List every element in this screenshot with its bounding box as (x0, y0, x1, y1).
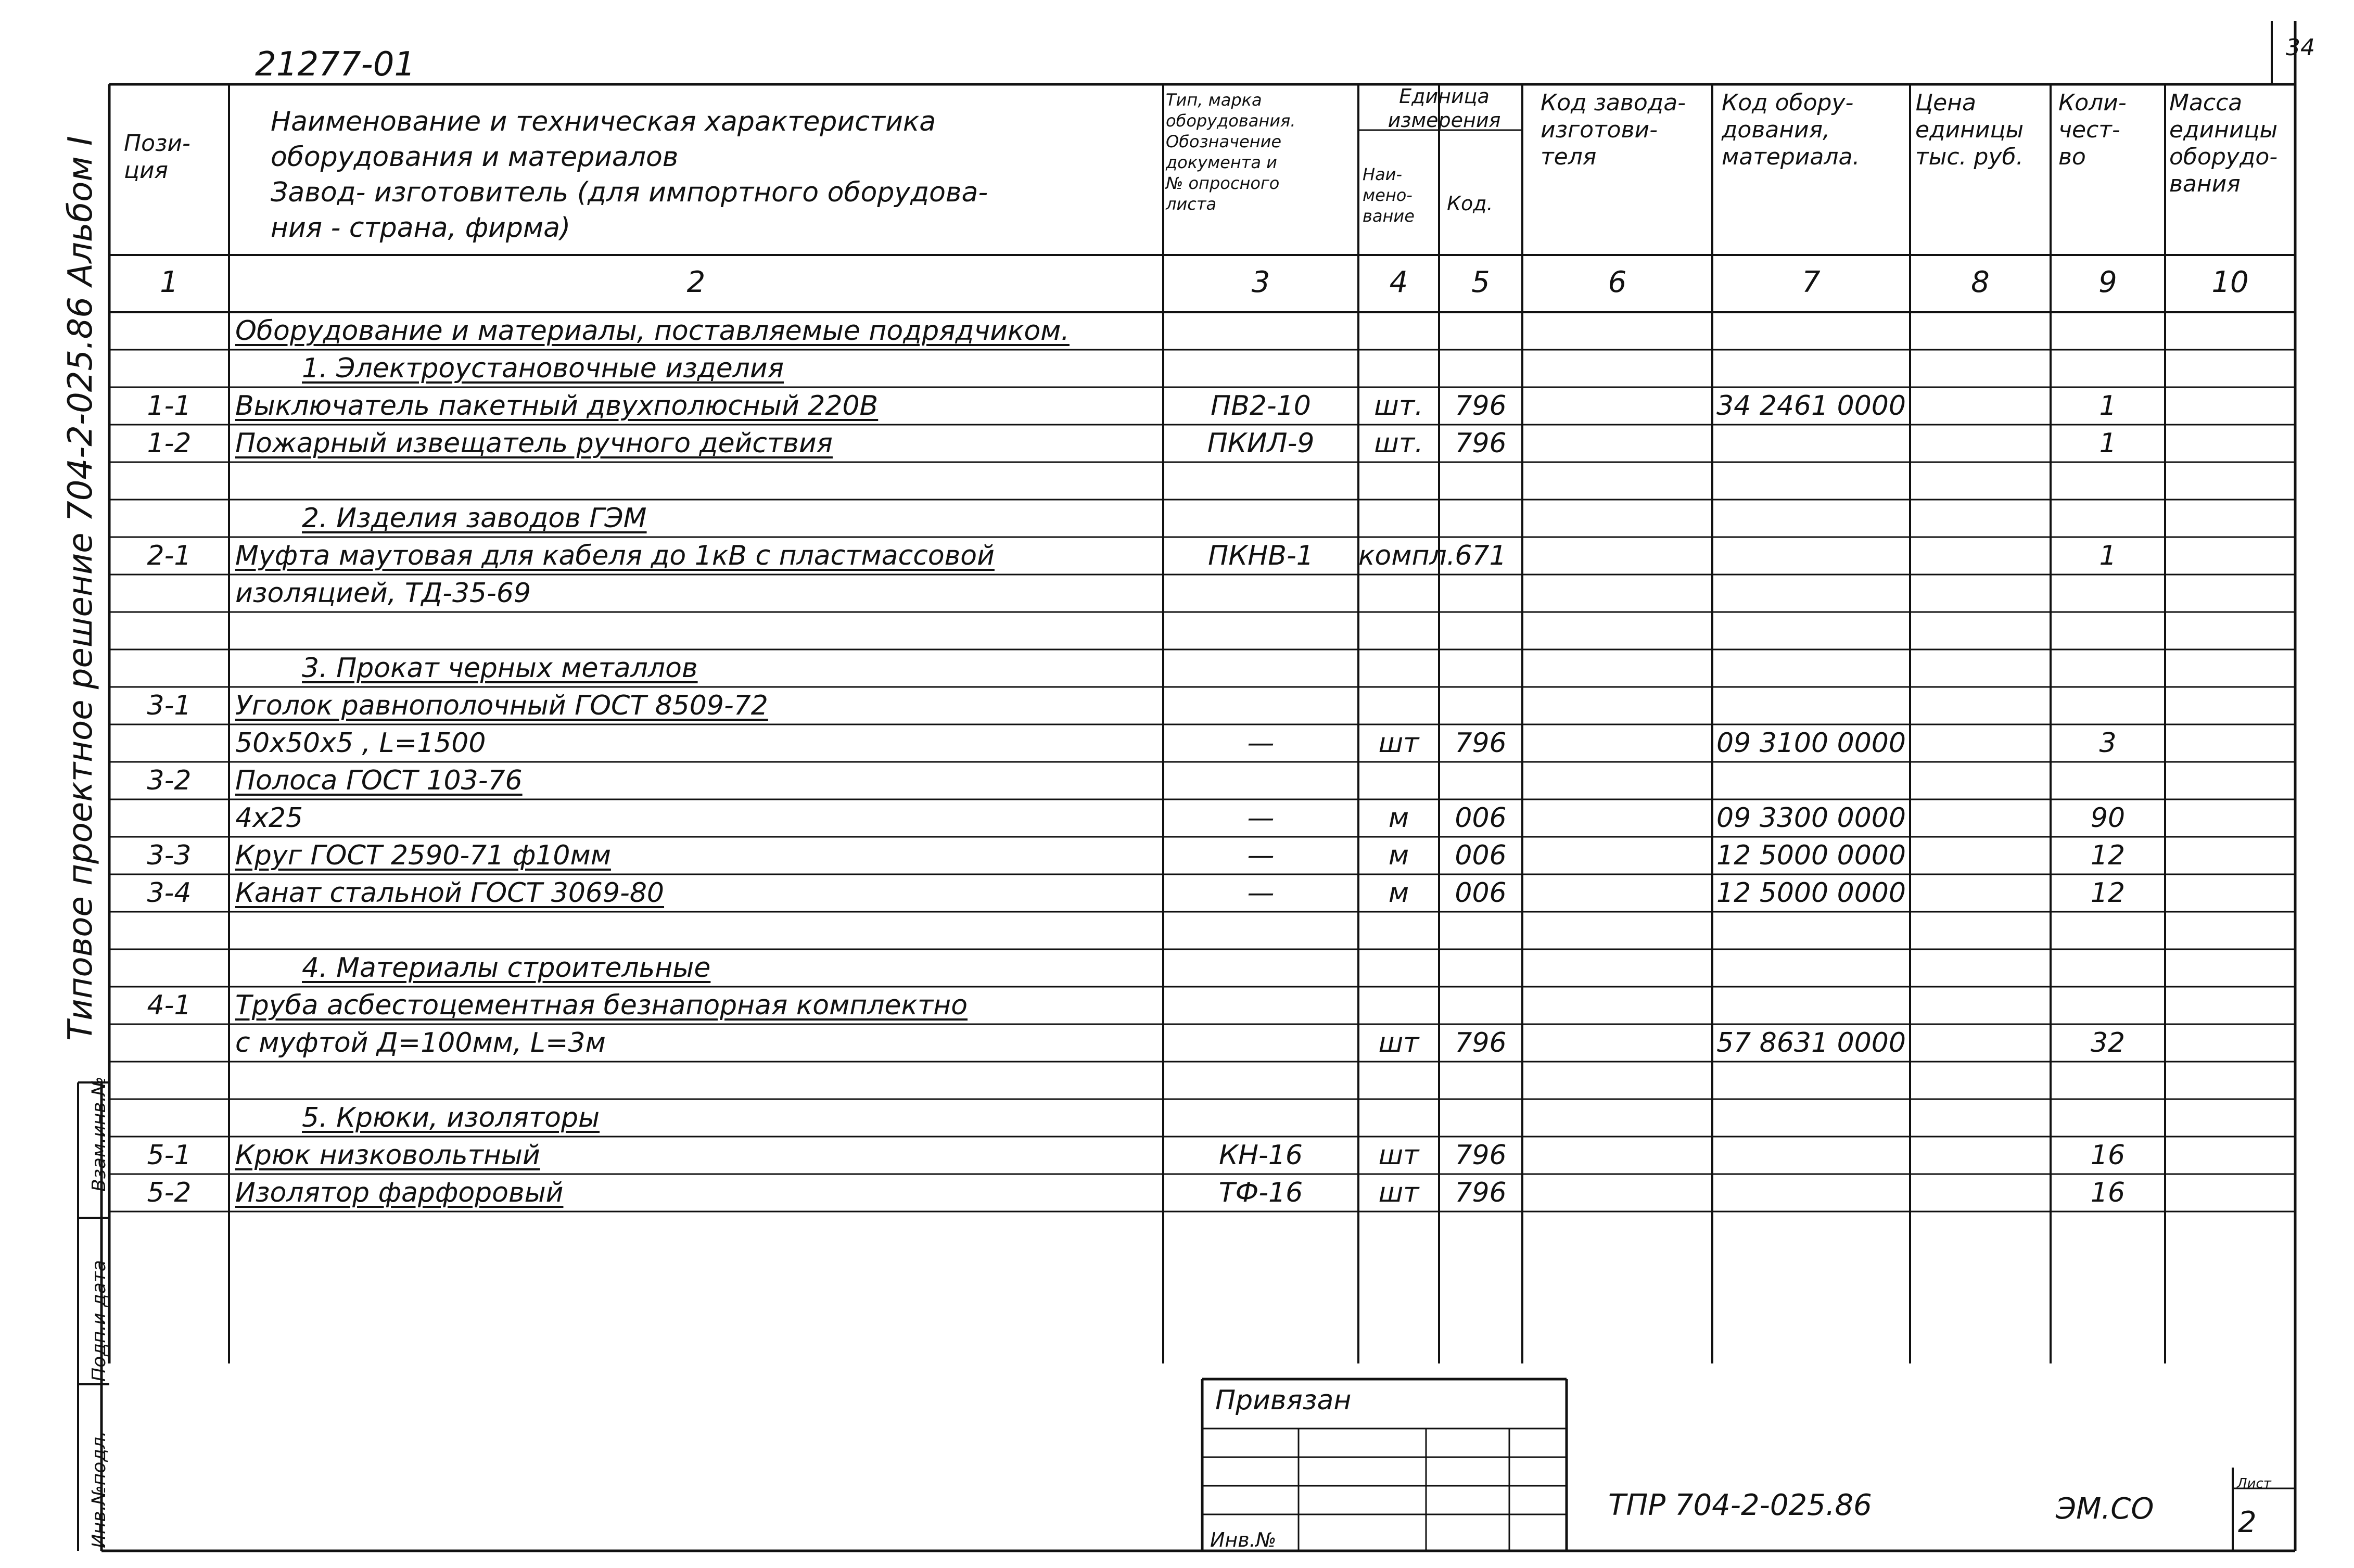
cell-pos: 4-1 (147, 990, 192, 1021)
cell-name: с муфтой Д=100мм, L=3м (235, 1027, 606, 1059)
header-equipment-code: Код обору- дования, материала. (1722, 90, 1860, 170)
cell-code: 796 (1455, 1027, 1507, 1059)
cell-pos: 1-2 (147, 428, 192, 459)
cell-unit: компл. (1358, 540, 1456, 571)
cell-name: Муфта маутовая для кабеля до 1кВ с пластмассовой (235, 540, 995, 571)
cell-pos: 3-1 (147, 690, 192, 721)
cell-name: Полоса ГОСТ 103-76 (235, 765, 523, 796)
cell-qty: 1 (2099, 428, 2117, 459)
cell-type: ТФ-16 (1218, 1177, 1303, 1208)
cell-name: Оборудование и материалы, поставляемые подрядчиком. (235, 315, 1070, 347)
header-position: Пози- ция (124, 130, 190, 184)
cell-name: Пожарный извещатель ручного действия (235, 428, 833, 459)
cell-pos: 1-1 (147, 390, 192, 422)
column-number: 10 (2211, 265, 2249, 299)
stamp-sheet-number: 2 (2238, 1506, 2257, 1539)
column-number: 9 (2098, 265, 2117, 299)
cell-eq-code: 12 5000 0000 (1716, 840, 1906, 871)
cell-type: — (1247, 728, 1275, 759)
column-number: 3 (1251, 265, 1270, 299)
column-number: 2 (686, 265, 706, 299)
cell-name: Труба асбестоцементная безнапорная комплектно (235, 990, 968, 1021)
cell-pos: 5-2 (147, 1177, 192, 1208)
header-unit-name: Наи- мено- вание (1363, 164, 1415, 226)
cell-qty: 16 (2090, 1140, 2126, 1171)
side-stamp-podp-data: Подп.и дата (88, 1260, 110, 1382)
column-number: 6 (1608, 265, 1627, 299)
cell-qty: 1 (2099, 540, 2117, 571)
cell-qty: 32 (2090, 1027, 2126, 1059)
cell-pos: 5-1 (147, 1140, 192, 1171)
cell-code: 671 (1455, 540, 1507, 571)
cell-eq-code: 09 3300 0000 (1716, 802, 1906, 834)
header-type: Тип, марка оборудования. Обозначение документа и № опросного листа (1166, 90, 1296, 214)
cell-type: ПКНВ-1 (1208, 540, 1314, 571)
cell-type: — (1247, 840, 1275, 871)
cell-name: 50х50х5 , L=1500 (235, 728, 486, 759)
cell-code: 796 (1455, 1177, 1507, 1208)
stamp-section: ЭМ.СО (2056, 1492, 2154, 1526)
side-stamp-inv-podl: Инв.№подл. (88, 1431, 110, 1548)
cell-code: 006 (1455, 877, 1507, 909)
header-quantity: Коли- чест- во (2058, 90, 2127, 170)
cell-eq-code: 12 5000 0000 (1716, 877, 1906, 909)
cell-name: Канат стальной ГОСТ 3069-80 (235, 877, 665, 909)
cell-unit: шт (1378, 1027, 1419, 1059)
cell-name: 3. Прокат черных металлов (302, 653, 698, 684)
cell-pos: 3-2 (147, 765, 192, 796)
cell-code: 006 (1455, 802, 1507, 834)
cell-name: 4х25 (235, 802, 303, 834)
header-plant-code: Код завода- изготови- теля (1541, 90, 1686, 170)
cell-name: Изолятор фарфоровый (235, 1177, 564, 1208)
cell-name: 2. Изделия заводов ГЭМ (302, 503, 647, 534)
page-number: 34 (2286, 34, 2315, 61)
header-mass: Масса единицы оборудо- вания (2169, 90, 2278, 197)
cell-name: 5. Крюки, изоляторы (302, 1102, 600, 1133)
cell-qty: 12 (2090, 877, 2126, 909)
cell-name: Выключатель пакетный двухполюсный 220В (235, 390, 879, 422)
cell-code: 006 (1455, 840, 1507, 871)
cell-code: 796 (1455, 428, 1507, 459)
cell-type: ПВ2-10 (1211, 390, 1311, 422)
side-title: Типовое проектное решение 704-2-025.86 Альбом I (61, 136, 100, 1041)
cell-unit: м (1388, 877, 1409, 909)
cell-type: — (1247, 877, 1275, 909)
cell-qty: 90 (2090, 802, 2126, 834)
cell-code: 796 (1455, 1140, 1507, 1171)
cell-pos: 3-3 (147, 840, 192, 871)
cell-eq-code: 57 8631 0000 (1716, 1027, 1906, 1059)
cell-name: Уголок равнополочный ГОСТ 8509-72 (235, 690, 768, 721)
cell-qty: 1 (2099, 390, 2117, 422)
cell-unit: шт (1378, 1177, 1419, 1208)
cell-code: 796 (1455, 390, 1507, 422)
column-number: 5 (1471, 265, 1490, 299)
header-price: Цена единицы тыс. руб. (1915, 90, 2024, 170)
doc-code-top: 21277-01 (255, 45, 416, 84)
header-unit: Единица измерения (1388, 85, 1501, 132)
cell-unit: шт (1378, 728, 1419, 759)
cell-qty: 3 (2099, 728, 2117, 759)
cell-type: КН-16 (1219, 1140, 1303, 1171)
cell-pos: 3-4 (147, 877, 192, 909)
cell-unit: м (1388, 802, 1409, 834)
cell-unit: м (1388, 840, 1409, 871)
cell-name: изоляцией, ТД-35-69 (235, 578, 531, 609)
cell-name: 4. Материалы строительные (302, 952, 711, 984)
cell-type: ПКИЛ-9 (1207, 428, 1315, 459)
stamp-sheet-label: Лист (2237, 1476, 2271, 1491)
side-stamp-vzam-inv: Взам.инв.№ (88, 1076, 110, 1192)
cell-qty: 16 (2090, 1177, 2126, 1208)
stamp-doc-code: ТПР 704-2-025.86 (1608, 1488, 1872, 1522)
cell-qty: 12 (2090, 840, 2126, 871)
header-name: Наименование и техническая характеристика оборудования и материалов Завод- изготовитель (для импортного оборудова- ния - страна, фирма) (271, 106, 988, 244)
cell-name: 1. Электроустановочные изделия (302, 353, 784, 384)
cell-code: 796 (1455, 728, 1507, 759)
stamp-privyazan: Привязан (1215, 1385, 1352, 1416)
header-unit-code: Код. (1447, 192, 1493, 215)
cell-eq-code: 34 2461 0000 (1716, 390, 1906, 422)
column-number: 4 (1389, 265, 1408, 299)
cell-name: Круг ГОСТ 2590-71 ф10мм (235, 840, 611, 871)
column-number: 1 (160, 265, 179, 299)
cell-unit: шт. (1374, 428, 1423, 459)
column-number: 7 (1802, 265, 1821, 299)
cell-unit: шт. (1374, 390, 1423, 422)
cell-type: — (1247, 802, 1275, 834)
cell-unit: шт (1378, 1140, 1419, 1171)
stamp-inv: Инв.№ (1210, 1528, 1277, 1551)
cell-eq-code: 09 3100 0000 (1716, 728, 1906, 759)
cell-pos: 2-1 (147, 540, 192, 571)
column-number: 8 (1971, 265, 1990, 299)
cell-name: Крюк низковольтный (235, 1140, 540, 1171)
